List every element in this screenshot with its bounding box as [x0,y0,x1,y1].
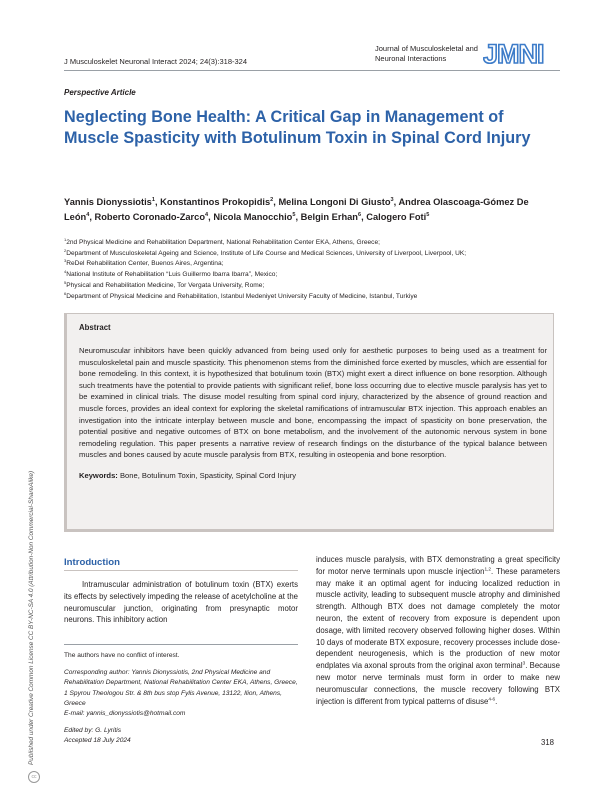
author: Yannis Dionyssiotis [64,197,152,207]
reference-citation: 3 [522,660,526,666]
intro-right-column: induces muscle paralysis, with BTX demonstrating a great specificity for motor nerve terminals upon muscle injection$^{1,2}$. These parameters may make it an optimal agent for inducing localized reduction in muscle activity, leading to subsequent muscle atrophy and diminished strength. Although BTX does not damage completely the motor neuron, the extent of recovery from exposure is dependent upon dosage, with limited recovery observed following higher doses. Within 10 days of moderate BTX exposure, recovery processes include dose-dependent neurogenesis, which is the production of new motor endplates via axonal sprouts from the original axon terminal$^3$. Because new motor nerve terminals must form in order to make new neuromuscular connections, the muscle recovery following BTX injection is different from typical patterns of disuse$^{4-6}$. [316,555,561,706]
author-list: Yannis Dionyssiotis$^1$, Konstantinos Prokopidis$^2$, Melina Longoni Di Giusto$^3$, Andrea Olascoaga-Gómez De León$^4$, Roberto Coronado-Zarco$^4$, Nicola Manocchio$^5$, Belgin Erhan$^6$, Calogero Foti$^5$ [64,196,529,222]
author-affiliation: 3 [390,196,394,203]
author-affiliation: 2 [270,196,274,203]
section-heading-introduction: Introduction [64,557,120,568]
affiliation-item: $^4$National Institute of Rehabilitation “Luis Guillermo Ibarra Ibarra”, Mexico; [64,268,278,279]
abstract-text: Neuromuscular inhibitors have been quickly advanced from being used only for aesthetic purposes to being used as a treatment for musculoskeletal pain and muscle spasticity. This phenomenon stems from the diminished force exerted by muscles, which are essential for bone remodeling. In this context, it is hypothesized that botulinum toxin (BTX) might exert a direct influence on bone resorption. Although such treatments have the potential to provide patients with significant relief, bone loss occurring due to elective muscle paralysis has yet to be examined in clinical trials. The disuse model resulting from spinal cord injury, characterized by the absence of ground reaction and muscle forces, provides an ideal context for exploring the skeletal ramifications of intramuscular BTX injection. This approach enables an investigation into the intricate interplay between muscle and bone, encompassing the impact of spasticity on bone preservation, the potential positive and negative outcomes of BTX on bone metabolism, and the involvement of the autonomic nervous system in bone remodeling regulation. This paper presents a narrative review of research findings on the disturbance of the typical balance between muscles and bones caused by acute muscle paralysis from BTX, resulting in osteopenia and bone resorption. [79,346,547,460]
footnote-divider [64,644,298,645]
accepted-date: Accepted 18 July 2024 [64,737,131,745]
author: Andrea Olascoaga-Gómez De León [64,197,529,222]
reference-citation: 1,2 [484,566,491,572]
page-number: 318 [541,738,555,747]
author-affiliation: 6 [357,211,362,218]
abstract-box [64,313,554,532]
license-note: Published under Creative Common License CC BY-NC-SA 4.0 (Attribution-Non Commercial-ShareAlike) [28,470,35,765]
affiliation-list [64,238,560,302]
author-affiliation: 1 [151,196,155,203]
author: Belgin Erhan [300,212,358,222]
affiliation-item: $^6$Department of Physical Medicine and Rehabilitation, Istanbul Medeniyet University Faculty of Medicine, Istanbul, Turkiye [64,290,418,300]
journal-logo [483,40,559,66]
author-email: E-mail: yannis_dionyssiotis@hotmail.com [64,710,186,718]
logo-text: JMNI [483,40,544,66]
affiliation-item: $^2$Department of Musculoskeletal Ageing and Science, Institute of Life Course and Medical Sciences, University of Liverpool, Liverpool, UK; [64,247,467,257]
keywords-label: Keywords: [79,470,118,480]
affiliation-item: $^5$Physical and Rehabilitation Medicine, Tor Vergata University, Rome; [64,279,265,289]
journal-citation: J Musculoskelet Neuronal Interact 2024; 24(3):318-324 [64,57,248,66]
author-affiliation: 4 [86,211,90,218]
article-type: Perspective Article [64,88,136,97]
journal-name: Journal of Musculoskeletal and Neuronal Interactions [375,44,478,63]
author: Konstantinos Prokopidis [160,197,271,207]
corresponding-author: Corresponding author: Yannis Dionyssiotis, 2nd Physical Medicine and Rehabilitation Department, National Rehabilitation Center EKA, Athens, Greece, 1 Spyrou Theologou Str. & 8th bus stop Fylis Avenue, 13122, Ilion, Athens, Greece [64,669,298,707]
author: Melina Longoni Di Giusto [278,197,391,207]
creative-commons-icon: cc [28,771,40,783]
edited-by: Edited by: G. Lyritis [64,727,122,735]
article-title: Neglecting Bone Health: A Critical Gap in Management of Muscle Spasticity with Botulinum Toxin in Spinal Cord Injury [64,108,531,147]
author: Roberto Coronado-Zarco [94,212,206,222]
keywords-value: Bone, Botulinum Toxin, Spasticity, Spinal Cord Injury [119,470,297,480]
header-divider [64,70,560,71]
author-affiliation: 4 [205,211,209,218]
intro-left-column: Intramuscular administration of botulinum toxin (BTX) exerts its effects by selectively impeding the release of acetylcholine at the neuromuscular junction, originating from presynaptic motor neurons. This inhibitory action [64,580,298,625]
keywords [79,471,547,480]
author-affiliation: 5 [292,211,296,218]
conflict-statement: The authors have no conflict of interest. [64,652,180,659]
author: Nicola Manocchio [213,212,293,222]
affiliation-item: $^1$2nd Physical Medicine and Rehabilitation Department, National Rehabilitation Center EKA, Athens, Greece; [64,236,380,246]
author-affiliation: 5 [426,211,430,218]
footnotes [64,651,298,747]
reference-citation: 4-6 [488,695,496,701]
abstract-heading: Abstract [79,323,111,332]
section-divider [64,570,298,571]
author: Calogero Foti [366,212,427,222]
affiliation-item: $^3$ReDel Rehabilitation Center, Buenos Aires, Argentina; [64,258,224,268]
